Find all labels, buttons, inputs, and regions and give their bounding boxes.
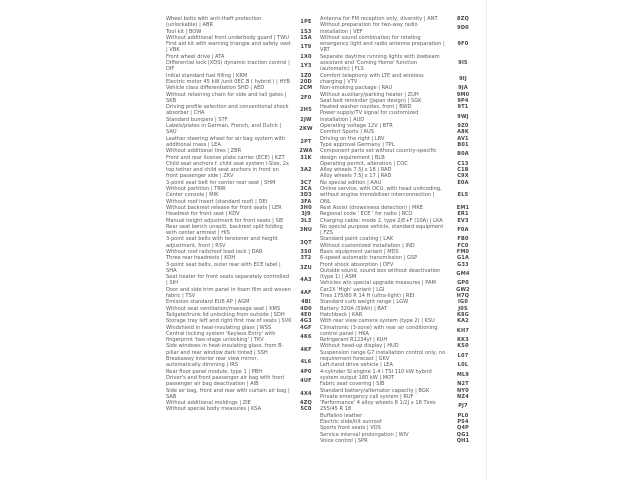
equipment-code: 4L6 [300, 359, 312, 366]
equipment-code: Q4P [457, 425, 469, 432]
equipment-code: FB0 [457, 236, 469, 243]
equipment-code: 1Z0 [300, 72, 312, 79]
equipment-description: 6-speed automatic transmission | GSP [320, 255, 418, 262]
equipment-description: Differential lock (XDS) dynamic traction control | DIF [166, 60, 290, 73]
equipment-code: 8ZQ [457, 16, 469, 22]
equipment-code: 3H0 [300, 204, 312, 211]
equipment-code: B0A [457, 151, 469, 158]
equipment-description: Refrigerant R1234yf | KUH [320, 337, 388, 344]
equipment-code: C9X [457, 173, 469, 180]
equipment-description: Without additional tires | ZBR [166, 148, 242, 155]
equipment-code: 4AF [300, 289, 312, 296]
equipment-description: Operating voltage 12V | BTR [320, 123, 393, 130]
equipment-description: Type approval Germany | TPL [320, 141, 395, 148]
equipment-row [320, 186, 475, 205]
equipment-row [166, 16, 318, 29]
equipment-description: Voice control | SPR [320, 437, 368, 444]
equipment-description: Fabric seat covering | SIB [320, 381, 385, 388]
equipment-code: 4P0 [300, 368, 312, 375]
equipment-description: Battery 320A (59Ah) | BAT [320, 305, 388, 312]
equipment-row [320, 438, 475, 444]
equipment-code: 3L3 [300, 217, 312, 224]
equipment-code: 2WA [299, 148, 313, 155]
equipment-description: Driver's and front passenger air bag with front passenger air bag deactivation | AIB [166, 374, 285, 388]
equipment-description: Headrest for front seat | KDV [166, 211, 240, 218]
equipment-code: 9M0 [456, 91, 470, 98]
equipment-description: Without seat ventilation/massage seat | KMS [166, 305, 281, 312]
equipment-code: J0S [458, 305, 468, 312]
equipment-description: Operating permit, alteration | COC [320, 160, 408, 167]
equipment-code: ER1 [457, 211, 469, 218]
equipment-row [166, 356, 318, 369]
equipment-code: 3D3 [300, 192, 312, 199]
equipment-description: Rest Assist (drowsiness detection) | MKE [320, 204, 423, 211]
equipment-description: Climatronic (3-zone) with rear air conditioning control panel | HKA [320, 324, 438, 337]
equipment-description: Standard paint coating | LAK [320, 236, 394, 243]
equipment-code: 1Y3 [300, 63, 312, 70]
equipment-code: H7Q [456, 293, 470, 300]
equipment-code: 9I5 [458, 60, 468, 67]
equipment-code: 9WJ [457, 113, 469, 120]
equipment-description: Without roof insert (standard roof) | DEI [166, 198, 268, 205]
equipment-code: 4E0 [300, 311, 312, 318]
equipment-description: Storage tray left and right first row of seats | SVK [166, 318, 292, 325]
equipment-code: 2JW [300, 116, 312, 123]
equipment-description: Without preparation for two-way radio installation | VEF [320, 22, 418, 35]
equipment-row [320, 73, 475, 86]
equipment-code: 9IJ [459, 75, 467, 82]
equipment-row [320, 35, 475, 54]
equipment-code: 3S0 [300, 248, 312, 255]
equipment-code: 9JA [458, 85, 468, 92]
equipment-description: Rear seat bench unsplit, backrest split folding with center armrest | HIS [166, 223, 283, 237]
equipment-code: 4UF [300, 378, 312, 385]
equipment-row [166, 224, 318, 237]
equipment-description: Without additional front underbody guard | TWU [166, 34, 289, 41]
equipment-description: Without additional moldings | ZIE [166, 400, 251, 407]
equipment-code: G1A [456, 255, 470, 262]
equipment-row [320, 268, 475, 281]
equipment-code: 4ZQ [300, 400, 312, 407]
equipment-code: 2H5 [300, 107, 312, 114]
equipment-row [166, 406, 318, 412]
equipment-row [166, 262, 318, 275]
equipment-description: Side windows in heat-insulating glass, from B-pillar and rear window dark tinted | SSH [166, 343, 284, 356]
equipment-row [166, 287, 318, 300]
equipment-code: 1PE [300, 19, 312, 26]
equipment-code: L0L [457, 362, 469, 369]
equipment-description: Outside sound, sound box without deactivation (type 1) | ASM [320, 267, 441, 281]
equipment-code: 3QT [300, 239, 312, 246]
equipment-description: Left-hand drive vehicle | LEA [320, 362, 393, 369]
equipment-row [320, 110, 475, 123]
equipment-description: Comfort Sports | AUS [320, 129, 374, 136]
equipment-row [320, 22, 475, 35]
equipment-description: Side air bag, front and rear with curtain air bag | SAB [166, 387, 290, 400]
equipment-code: 3C7 [300, 179, 312, 186]
equipment-row [166, 123, 318, 136]
equipment-description: Alloy wheels 7.5J x 18 | RAD [320, 167, 392, 174]
equipment-code: 3ZU [300, 264, 312, 271]
equipment-code: 4A3 [300, 277, 312, 284]
equipment-description: Emission standard EU6 AP | AGM [166, 299, 250, 306]
equipment-description: Component parts set without country-specific design requirement | BLB [320, 148, 437, 161]
equipment-description: Driving profile selection and conventional shock absorber | CHA [166, 104, 289, 117]
equipment-description: Sports front seats | VOS [320, 425, 381, 432]
equipment-description: Front and rear license plate carrier (ECE) | KZT [166, 154, 285, 161]
equipment-code: 9Z0 [457, 123, 469, 130]
equipment-description: Front wheel drive | ATA [166, 53, 225, 60]
equipment-description: Comfort telephony with LTE and wireless charging | VTV [320, 72, 424, 85]
equipment-code: 4GF [300, 324, 312, 331]
equipment-description: Center console | MIK [166, 192, 219, 199]
equipment-row [166, 104, 318, 117]
equipment-code: 4G3 [300, 318, 312, 325]
equipment-description: Car2X 'High' variant | LGI [320, 286, 385, 293]
equipment-description: Alloy wheels 7.5J x 17 | RAD [320, 173, 392, 180]
equipment-description: Manual height adjustment for front seats | SIE [166, 217, 284, 224]
equipment-description: Front shock absorption | DFV [320, 261, 394, 268]
equipment-description: Without head-up display | HUD [320, 343, 399, 350]
equipment-code: ML9 [456, 371, 470, 378]
equipment-code: PS4 [457, 419, 469, 425]
equipment-description: Suspension range G7 installation control only, no requirement forecast | GKV [320, 349, 446, 363]
equipment-description: Without special body measures | KSA [166, 406, 262, 413]
equipment-description: Tires 175/80 R 14 H (ultra-light) | REI [320, 293, 415, 300]
equipment-description: Without partition | TRW [166, 186, 226, 193]
equipment-code: C1B [457, 167, 469, 174]
equipment-description: Rear floor panel module, type 1 | PBH [166, 368, 263, 375]
equipment-description: Vehicle class differentiation SHD | AED [166, 85, 265, 92]
equipment-description: Separate daytime running lights with lowbeam assistant and 'Coming Home' function (automatic) | FLS [320, 53, 440, 73]
equipment-code: KH7 [456, 327, 470, 334]
equipment-code: 9T1 [457, 104, 469, 111]
equipment-description: Without sound combination for rotating emergency light and radio antenna preparation | VRT [320, 34, 445, 54]
equipment-description: Antenna for FM reception only, diversity | ANT [320, 16, 438, 22]
equipment-description: Seat belt reminder (Japan design) | SGK [320, 97, 422, 104]
equipment-code: E0A [457, 179, 469, 186]
equipment-code: 4KF [300, 346, 312, 353]
equipment-description: Without roof rails/roof load rack | DAR [166, 248, 263, 255]
equipment-row [320, 54, 475, 73]
equipment-description: Regional code ' ECE ' for radio | RCO [320, 211, 413, 218]
equipment-description: Electric motor 45 kW /unit 0EC.B ( hybrid ) | HYB [166, 78, 290, 85]
equipment-description: Leather steering wheel for air bag system with additional mass | LEA [166, 135, 286, 148]
equipment-description: Labels/plates in German, French, and Dutch | SAU [166, 123, 282, 136]
equipment-code: IG0 [457, 299, 469, 306]
equipment-code: EM1 [456, 204, 470, 211]
equipment-code: NY0 [457, 387, 469, 394]
equipment-description: Vehicles w/o special upgrade measures | PAM [320, 280, 436, 287]
equipment-code: EV3 [457, 217, 469, 224]
equipment-description: Non-smoking package | RAU [320, 85, 393, 92]
equipment-code: QH1 [456, 437, 470, 444]
equipment-description: Hatchback | KAR [320, 311, 363, 318]
equipment-code: B01 [457, 141, 469, 148]
equipment-code: 3FA [300, 198, 312, 205]
equipment-code: F0A [457, 226, 469, 233]
equipment-description: 3-point seat belts with tensioner and height adjustment, front | RSV [166, 236, 278, 249]
equipment-description: Without auxiliary/parking heater | ZUH [320, 91, 419, 98]
equipment-code: 9D0 [457, 25, 469, 32]
equipment-code: AV1 [457, 135, 469, 142]
equipment-description: Charging cable: mode 2, type 2/E+F (10A) | LKA [320, 217, 443, 224]
equipment-row [166, 60, 318, 73]
equipment-row [320, 325, 475, 338]
equipment-row [166, 161, 318, 180]
equipment-code: 4BI [301, 299, 311, 306]
equipment-code: C13 [457, 160, 469, 167]
equipment-description: Private emergency call system | RUF [320, 393, 414, 400]
equipment-code: 3J9 [301, 211, 311, 218]
equipment-description: Breakaway interior rear view mirror, automatically dimming | IRS [166, 356, 259, 369]
equipment-description: Without customized installation | IND [320, 242, 415, 249]
equipment-row [320, 148, 475, 161]
equipment-row [166, 375, 318, 388]
equipment-description: 3-point seat belt for center rear seat | SHM [166, 179, 276, 186]
equipment-code: 3CA [300, 186, 312, 193]
equipment-description: Online service, with OCU, with head unitcoding, without engine immobilizer interconnection | ONL [320, 186, 442, 205]
equipment-code: 3NU [299, 226, 313, 233]
equipment-list-right [320, 16, 475, 444]
equipment-description: Tool kit | BOW [166, 28, 202, 35]
equipment-description: Initial standard fuel filling | KRM [166, 72, 248, 79]
equipment-code: KA2 [457, 318, 469, 325]
equipment-code: K8G [456, 311, 470, 318]
equipment-description: 'Performance' 4 alloy wheels 8 1/2J x 18 Tires 255/45 R 18 [320, 400, 436, 413]
equipment-code: 5C0 [300, 406, 312, 413]
equipment-description: Buffalino leather [320, 412, 363, 419]
equipment-description: Heated washer nozzles, front | BWD [320, 104, 412, 111]
equipment-code: 2F0 [300, 94, 312, 101]
equipment-code: N2T [457, 381, 469, 388]
equipment-code: 3T2 [300, 255, 312, 262]
equipment-code: GP0 [457, 280, 469, 287]
equipment-code: FM0 [456, 248, 470, 255]
equipment-code: 31K [300, 154, 312, 161]
equipment-row [166, 92, 318, 105]
equipment-description: Windshield in heat-insulating glass | WSS [166, 324, 272, 331]
equipment-description: Wheel bolts with anti-theft protection (unlockable) | ABR [166, 16, 262, 29]
equipment-code: 2PT [300, 138, 312, 145]
equipment-row [166, 274, 318, 287]
equipment-description: Without backrest release for front seats | LER [166, 204, 282, 211]
equipment-description: Child seat anchors f. child seat system i-Size, 2x top tether and child seat anchors in front on front passenger side | ZKV [166, 160, 289, 180]
equipment-code: 3A2 [300, 167, 312, 174]
equipment-code: G33 [457, 261, 469, 268]
equipment-description: Basic equipment variant | MDS [320, 248, 399, 255]
equipment-row [320, 224, 475, 237]
equipment-description: Seat heater for front seats separately controlled | SIH [166, 274, 289, 287]
equipment-description: Standard battery/alternator capacity | BGK [320, 387, 430, 394]
equipment-code: 2CM [299, 85, 313, 92]
equipment-code: GM4 [456, 271, 470, 278]
equipment-code: 9P4 [457, 97, 469, 104]
equipment-row [320, 369, 475, 382]
equipment-code: 2KW [299, 126, 313, 133]
equipment-code: KK3 [457, 337, 469, 344]
equipment-code: 20D [300, 78, 312, 85]
equipment-description: With rear view camera system (type 2) | KSU [320, 318, 435, 325]
equipment-row [320, 350, 475, 363]
equipment-code: 4X4 [300, 390, 312, 397]
equipment-code: 1X0 [300, 53, 312, 60]
equipment-description: No special purpose vehicle, standard equipment | FZS [320, 223, 444, 237]
equipment-description: Central locking system 'Keyless Entry' with fingerprint 'two-stage unlocking' | TKV [166, 330, 276, 344]
equipment-code: 9F0 [457, 41, 469, 48]
equipment-row [166, 236, 318, 249]
equipment-code: 4D0 [300, 305, 312, 312]
equipment-code: EL5 [457, 192, 469, 199]
equipment-code: PJ7 [458, 403, 468, 410]
equipment-code: QG1 [456, 431, 470, 438]
equipment-code: PL0 [457, 412, 469, 419]
equipment-description: No special edition | AAU [320, 179, 382, 186]
equipment-code: 1S3 [300, 28, 312, 35]
equipment-code: 4K6 [300, 333, 312, 340]
equipment-code: KS0 [457, 343, 469, 350]
equipment-description: 4-cylinder SI engine 1.4 l TSI 110 kW hybrid system output 180 kW | MOT [320, 368, 432, 381]
equipment-code: L07 [457, 352, 469, 359]
equipment-description: Electric slide/tilt sunroof [320, 419, 382, 425]
equipment-code: 1SA [300, 34, 312, 41]
equipment-code: FC0 [457, 242, 469, 249]
equipment-description: Without retaining chain for side and tail gates | SKB [166, 91, 287, 104]
equipment-description: Door and side trim panel in foam film and woven fabric | TSV [166, 286, 291, 300]
equipment-description: Service interval prolongation | WIV [320, 431, 409, 438]
equipment-row [166, 343, 318, 356]
equipment-row [166, 388, 318, 401]
equipment-row [166, 136, 318, 149]
equipment-description: Three rear headrests | KOH [166, 255, 236, 262]
equipment-row [166, 331, 318, 344]
equipment-description: Tailgate/trunk lid unlocking from outside | SDH [166, 311, 285, 318]
equipment-description: Standard bumpers | STF [166, 116, 228, 123]
equipment-code: A8K [457, 129, 469, 136]
equipment-description: Standard curb weight range | LGW [320, 299, 409, 306]
equipment-description: Driving on the right | LRV [320, 135, 385, 142]
equipment-code: NZ4 [457, 393, 469, 400]
equipment-description: First aid kit with warning triangle and safety vest | VBK [166, 41, 291, 54]
equipment-row [320, 400, 475, 413]
equipment-code: GW2 [456, 286, 470, 293]
equipment-code: 1T9 [300, 44, 312, 51]
equipment-row [166, 41, 318, 54]
equipment-description: Power supply/TV signal for customized installation | AUD [320, 110, 419, 123]
equipment-description: 3-point seat belts, outer rear with ECE label | SHA [166, 261, 281, 274]
